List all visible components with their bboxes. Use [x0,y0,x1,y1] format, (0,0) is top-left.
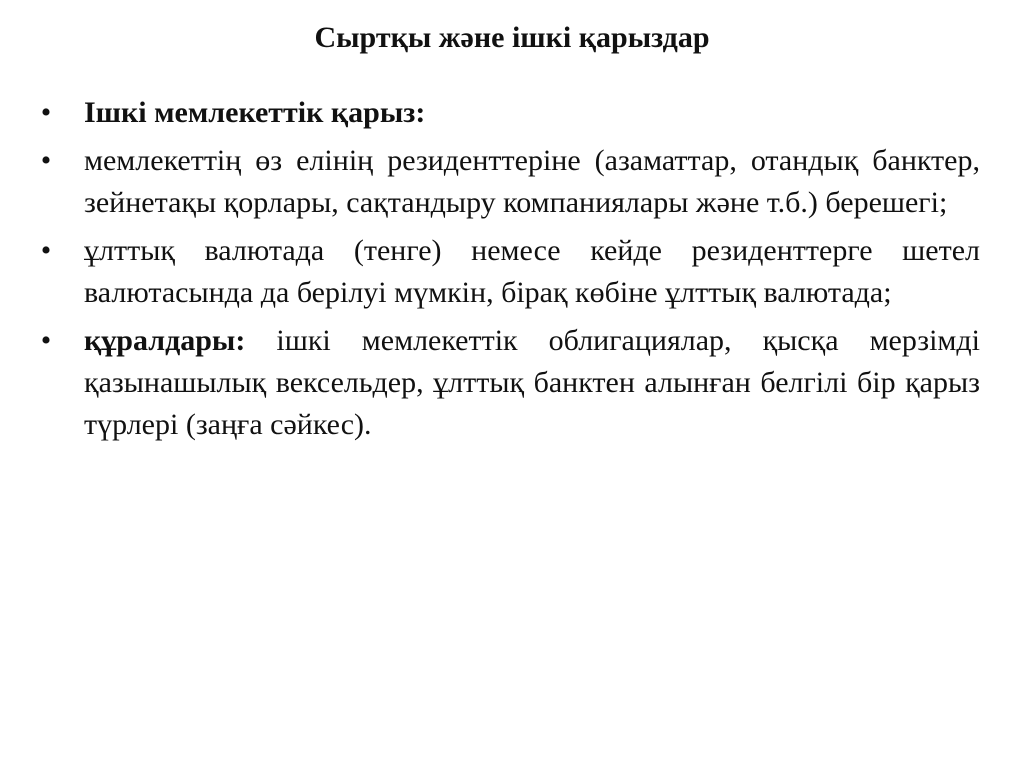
bullet-text: мемлекеттің өз елінің резиденттеріне (азаматтар, отандық банктер, зейнетақы қорлары, сақтандыру компаниялары және т.б.) берешегі; [84,144,980,219]
bullet-item-currency [30,230,980,314]
bullet-text: ұлттық валютада (тенге) немесе кейде резиденттерге шетел валютасында да берілуі мүмкін, бірақ көбіне ұлттық валютада; [84,234,980,309]
bullet-item-instruments [30,320,980,446]
bullet-text: ішкі мемлекеттік облигациялар, қысқа мерзімді қазынашылық вексельдер, ұлттық банктен алынған белгілі бір қарыз түрлері (заңға сәйкес). [84,324,980,441]
bullet-bold-text: Ішкі мемлекеттік қарыз: [84,96,426,129]
slide-title: Сыртқы және ішкі қарыздар [314,21,710,54]
bullet-icon: • [40,144,52,177]
bullet-icon: • [40,324,52,357]
bullet-icon: • [40,234,52,267]
bullet-bold-text: құралдары: [84,324,246,357]
bullet-icon: • [40,96,52,129]
bullet-item-definition [30,140,980,224]
bullet-item-internal-debt-heading [30,92,980,134]
bullet-list [30,92,980,452]
